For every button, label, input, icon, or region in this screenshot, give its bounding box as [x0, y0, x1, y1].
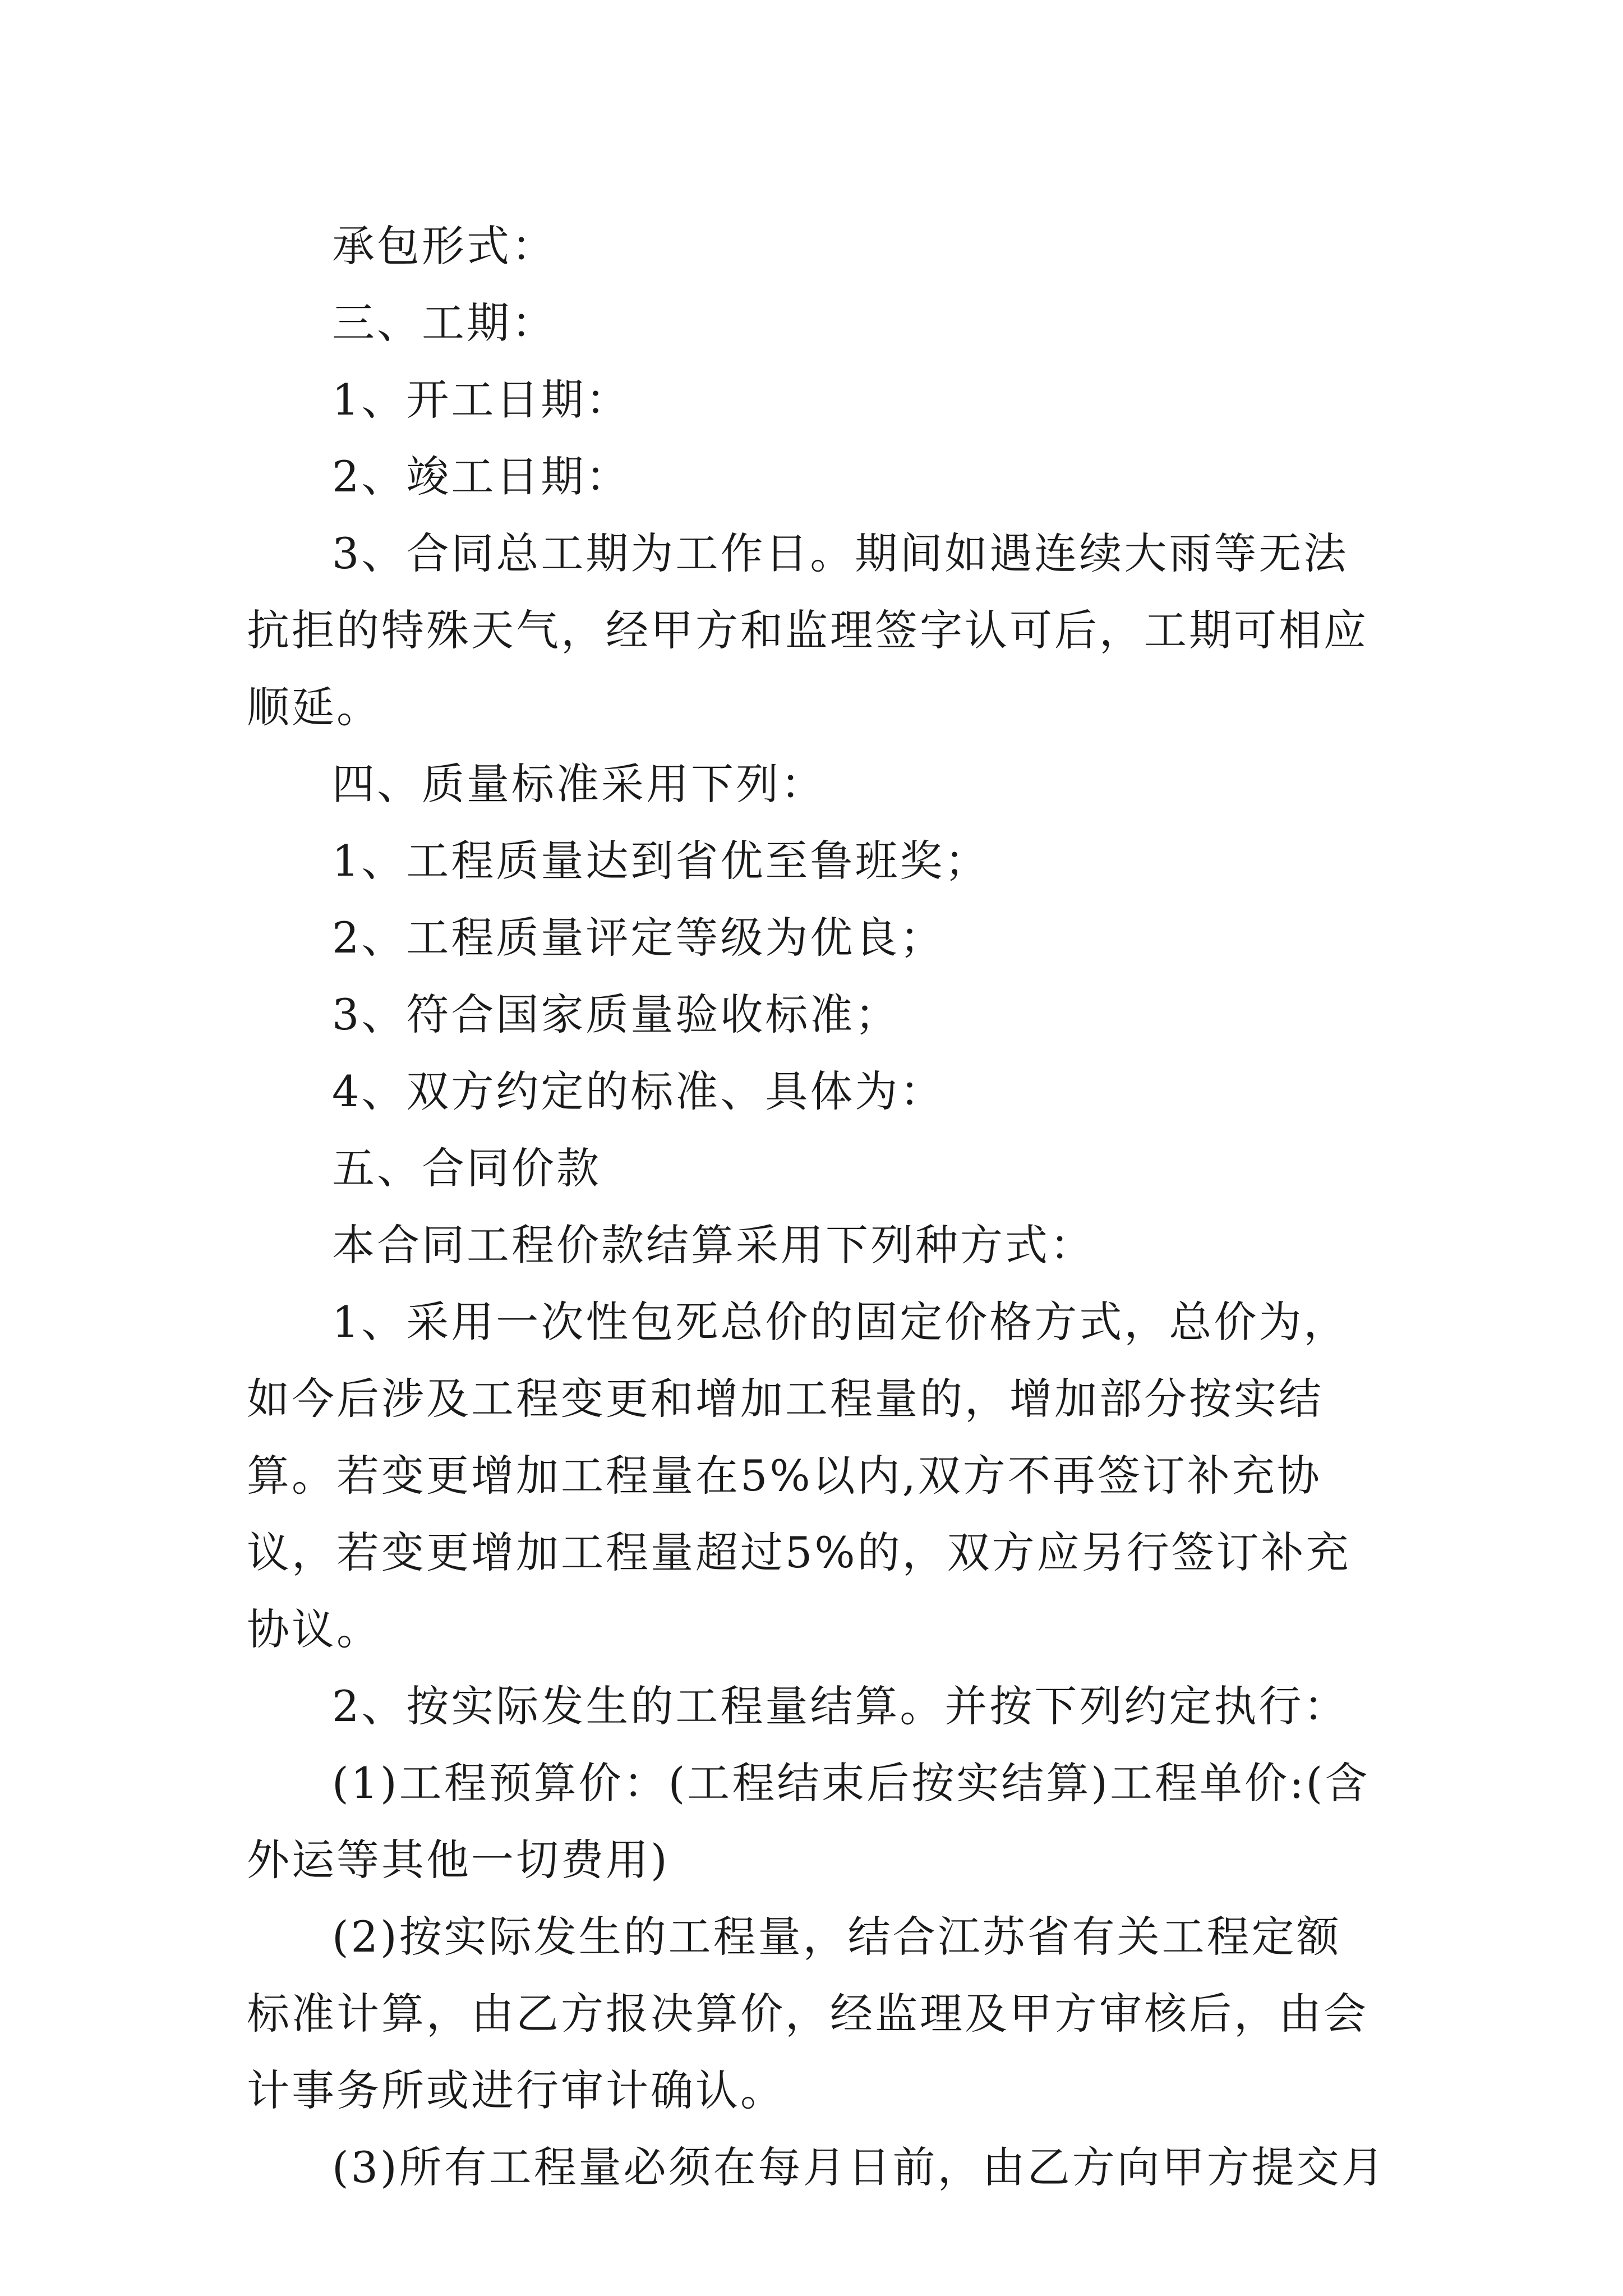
paragraph-completion-date: 2、竣工日期：	[332, 452, 631, 501]
paragraph-budget-price: (1)工程预算价：(工程结束后按实结算)工程单价:(含外运等其他一切费用)	[247, 1758, 1370, 1885]
paragraph-quality-item-4: 4、双方约定的标准、具体为：	[332, 1066, 945, 1116]
paragraph-total-duration: 3、合同总工期为工作日。期间如遇连续大雨等无法抗拒的特殊天气，经甲方和监理签字认可后，工期可相应顺延。	[247, 528, 1368, 732]
paragraph-section-4-heading: 四、质量标准采用下列：	[332, 759, 826, 809]
paragraph-contract-form: 承包形式：	[332, 221, 556, 271]
paragraph-actual-quantity: (2)按实际发生的工程量，结合江苏省有关工程定额标准计算，由乙方报决算价，经监理及甲方审核后，由会计事务所或进行审计确认。	[247, 1912, 1368, 2115]
paragraph-quality-item-1: 1、工程质量达到省优至鲁班奖；	[332, 836, 990, 886]
contract-text-body	[247, 208, 1385, 2206]
paragraph-start-date: 1、开工日期：	[332, 375, 631, 425]
paragraph-settlement-method-1: 1、采用一次性包死总价的固定价格方式，总价为，如今后涉及工程变更和增加工程量的，增加部分按实结算。若变更增加工程量在5%以内,双方不再签订补充协议，若变更增加工程量超过5%的，双方应另行签订补充协议。	[247, 1297, 1351, 1654]
paragraph-settlement-method-2: 2、按实际发生的工程量结算。并按下列约定执行：	[332, 1681, 1349, 1731]
paragraph-settlement-intro: 本合同工程价款结算采用下列种方式：	[332, 1220, 1095, 1270]
paragraph-monthly-submission: (3)所有工程量必须在每月日前，由乙方向甲方提交月	[332, 2142, 1386, 2192]
paragraph-quality-item-3: 3、符合国家质量验收标准；	[332, 990, 900, 1039]
paragraph-section-3-heading: 三、工期：	[332, 298, 556, 348]
paragraph-quality-item-2: 2、工程质量评定等级为优良；	[332, 913, 945, 963]
paragraph-section-5-heading: 五、合同价款	[332, 1143, 601, 1193]
